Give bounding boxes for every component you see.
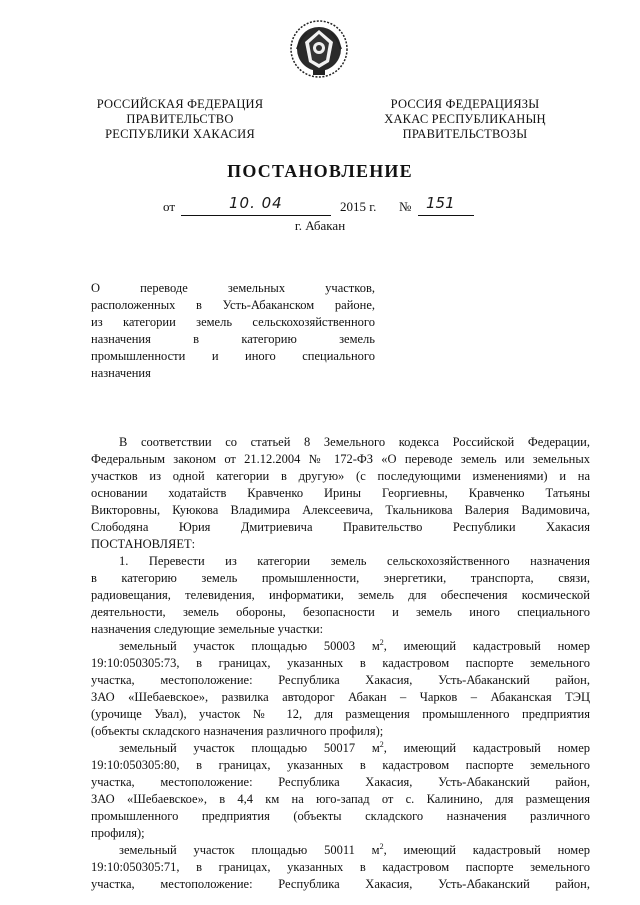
body-line: Слободяна Юрия Дмитриевича Правительство Республики Хакасия bbox=[91, 520, 590, 534]
body-line: профиля); bbox=[91, 826, 145, 840]
header-left-line: РЕСПУБЛИКИ ХАКАСИЯ bbox=[105, 127, 255, 141]
body-line: земельный участок площадью 50003 $м^2$, имеющий кадастровый номер bbox=[119, 638, 590, 653]
body-line: ПОСТАНОВЛЯЕТ: bbox=[91, 537, 196, 551]
header-right-block bbox=[365, 97, 565, 142]
body-line: земельный участок площадью 50011 $м^2$, имеющий кадастровый номер bbox=[119, 842, 591, 857]
header-left-line: РОССИЙСКАЯ ФЕДЕРАЦИЯ bbox=[96, 97, 264, 111]
body-line: Федеральным законом от 21.12.2004 № 172-ФЗ «О переводе земель или земельных bbox=[91, 452, 590, 466]
handwritten-date: 10. 04 bbox=[229, 194, 283, 212]
subject-line: О переводе земельных участков, bbox=[91, 281, 375, 295]
number-field bbox=[418, 194, 474, 216]
body-line: 1. Перевести из категории земель сельскохозяйственного назначения bbox=[119, 554, 590, 568]
handwritten-number: 151 bbox=[426, 194, 455, 212]
body-line: земельный участок площадью 50017 $м^2$, имеющий кадастровый номер bbox=[119, 740, 590, 755]
date-prefix: от bbox=[163, 199, 176, 214]
header-left-line: ПРАВИТЕЛЬСТВО bbox=[126, 112, 234, 126]
city-label: г. Абакан bbox=[294, 218, 346, 233]
body-line: участков из одной категории в другую» (с последующими изменениями) и на bbox=[91, 469, 590, 483]
year-label: 2015 г. bbox=[340, 199, 377, 214]
body-line: 19:10:050305:71, в границах, указанных в кадастровом паспорте земельного bbox=[91, 860, 590, 874]
body-line: участка, местоположение: Республика Хакасия, Усть-Абаканский район, bbox=[91, 673, 590, 687]
document-title: ПОСТАНОВЛЕНИЕ bbox=[227, 161, 413, 181]
body-line: В соответствии со статьей 8 Земельного кодекса Российской Федерации, bbox=[119, 435, 590, 449]
subject-line: из категории земель сельскохозяйственного bbox=[91, 315, 375, 329]
body-line: радиовещания, телевидения, информатики, земель для обеспечения космической bbox=[91, 588, 590, 602]
body-line: основании ходатайств Кравченко Ирины Георгиевны, Кравченко Татьяны bbox=[91, 486, 590, 500]
subject-block bbox=[91, 280, 375, 382]
body-line: 19:10:050305:80, в границах, указанных в кадастровом паспорте земельного bbox=[91, 758, 590, 772]
body-line: в категорию земель промышленности, энергетики, транспорта, связи, bbox=[91, 571, 590, 585]
body-line: назначения следующие земельные участки: bbox=[91, 622, 324, 636]
date-field bbox=[181, 194, 331, 216]
header-left-block bbox=[84, 97, 276, 142]
header-right-line: ХАКАС РЕСПУБЛИКАНЫҢ bbox=[384, 112, 546, 126]
body-text bbox=[91, 434, 590, 893]
coat-of-arms-emblem bbox=[289, 18, 349, 80]
body-line: ЗАО «Шебаевское», в 4,4 км на юго-запад от с. Калинино, для размещения bbox=[91, 792, 590, 806]
header-right-line: ПРАВИТЕЛЬСТВОЗЫ bbox=[402, 127, 528, 141]
body-line: ЗАО «Шебаевское», развилка автодорог Абакан – Чарков – Абаканская ТЭЦ bbox=[91, 690, 590, 704]
subject-line: промышленности и иного специального bbox=[91, 349, 375, 363]
body-line: промышленного предприятия (объекты складского назначения различного bbox=[91, 809, 590, 823]
body-line: участка, местоположение: Республика Хакасия, Усть-Абаканский район, bbox=[91, 877, 590, 891]
number-sign: № bbox=[399, 199, 412, 214]
body-line: Викторовны, Куюкова Владимира Алексеевича, Ткальникова Валерия Вадимовича, bbox=[91, 503, 590, 517]
body-line: деятельности, земель обороны, безопасности и земель иного специального bbox=[91, 605, 590, 619]
body-line: (объекты складского назначения различного профиля); bbox=[91, 724, 384, 738]
body-line: 19:10:050305:73, в границах, указанных в кадастровом паспорте земельного bbox=[91, 656, 590, 670]
subject-line: назначения в категорию земель bbox=[91, 332, 375, 346]
body-line: (урочище Увал), участок № 12, для размещения промышленного предприятия bbox=[91, 707, 590, 721]
body-line: участка, местоположение: Республика Хакасия, Усть-Абаканский район, bbox=[91, 775, 590, 789]
subject-line: расположенных в Усть-Абаканском районе, bbox=[91, 298, 375, 312]
header-right-line: РОССИЯ ФЕДЕРАЦИЯЗЫ bbox=[390, 97, 540, 111]
date-number-line bbox=[0, 194, 640, 219]
subject-line: назначения bbox=[91, 366, 151, 380]
